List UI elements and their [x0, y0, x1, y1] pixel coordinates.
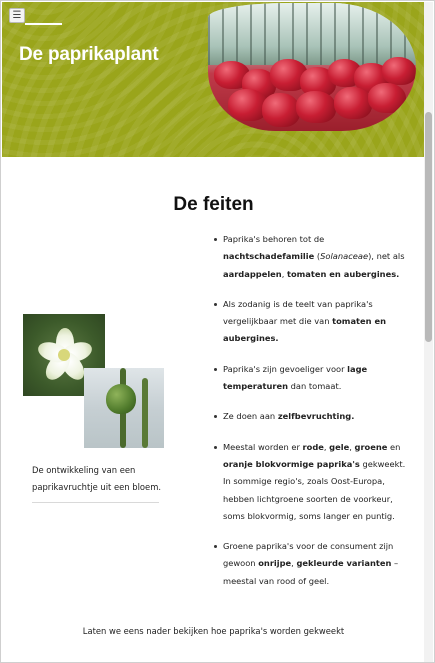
fact-text: ), net als — [368, 251, 405, 262]
fact-item — [214, 408, 411, 425]
plant-stem — [142, 378, 148, 448]
pepper-shape — [334, 87, 372, 119]
fact-text: lage temperaturen — [223, 363, 368, 392]
fact-text: , — [323, 441, 330, 452]
section-title: De feiten — [173, 194, 254, 215]
fact-text: ( — [314, 251, 321, 262]
fact-item — [214, 538, 411, 590]
fact-text: , — [291, 558, 297, 569]
section-intro-text: Laten we eens nader bekijken hoe paprika's worden gekweekt — [82, 626, 345, 636]
fact-text: Paprika's behoren tot de — [223, 234, 325, 244]
pepper-shape — [262, 93, 300, 127]
fact-item — [214, 231, 411, 283]
page-title: De paprikaplant — [19, 44, 159, 65]
fact-text: Als zodanig is de teelt van paprika's vergelijkbaar met die van — [223, 298, 373, 327]
fact-text: , — [349, 441, 355, 452]
fact-text: gekweekt. In sommige regio's, zoals Oost-Europa, hebben lichtgroene soorten de voorkeur, soms blokvormig, soms langer en puntig. — [223, 458, 406, 521]
hero-underline — [25, 23, 62, 25]
green-fruit — [106, 384, 136, 414]
facts-list — [214, 231, 411, 603]
fact-text: Paprika's zijn gevoeliger voor — [223, 363, 348, 374]
fact-text: oranje blokvormige paprika's — [223, 458, 360, 469]
young-pepper-fruit-image — [84, 368, 164, 448]
fact-text: gele — [329, 441, 350, 452]
fact-text: onrijpe — [258, 558, 292, 569]
caption-divider — [32, 502, 159, 503]
fact-item — [214, 361, 411, 396]
hamburger-icon: ☰ — [12, 9, 22, 21]
pepper-shape — [382, 57, 416, 85]
hero-image-peppers — [208, 3, 416, 131]
greenhouse-roof — [208, 3, 416, 65]
image-caption: De ontwikkeling van een paprikavruchtje uit een bloem. — [32, 465, 162, 492]
fact-text: dan tomaat. — [288, 381, 342, 392]
pepper-shape — [296, 91, 336, 123]
hero-banner — [2, 2, 425, 157]
fact-text: Solanaceae — [320, 251, 369, 262]
fact-text: – meestal van rood of geel. — [223, 558, 399, 586]
fact-text: aardappelen — [223, 268, 282, 279]
menu-button[interactable] — [9, 8, 25, 23]
fact-text: , — [281, 268, 287, 279]
fact-text: rode — [302, 441, 324, 452]
fact-text: zelfbevruchting. — [277, 411, 355, 422]
scrollbar-thumb[interactable] — [425, 112, 432, 342]
fact-text: Ze doen aan — [223, 411, 278, 422]
fact-text: nachtschadefamilie — [223, 251, 315, 262]
scrollbar[interactable] — [424, 2, 433, 663]
fact-text: Groene paprika's voor de consument zijn gewoon — [223, 541, 394, 569]
fact-item — [214, 439, 411, 525]
fact-text: tomaten en aubergines. — [287, 268, 400, 279]
fact-text: gekleurde varianten — [296, 558, 392, 569]
fact-text: groene — [354, 441, 388, 452]
fact-text: Meestal worden er — [223, 441, 303, 452]
fact-text: tomaten en aubergines. — [223, 316, 386, 344]
fact-text: en — [387, 441, 401, 452]
fact-item — [214, 296, 411, 348]
flower-center — [58, 349, 70, 361]
pepper-shape — [368, 83, 406, 113]
